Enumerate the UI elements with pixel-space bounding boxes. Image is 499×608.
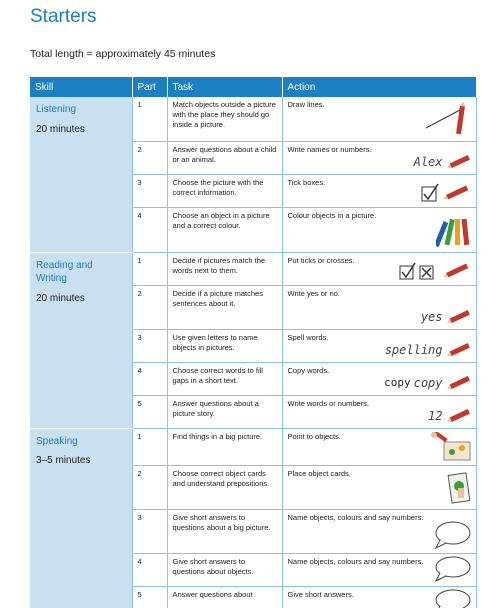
tick-cross-boxes-icon	[398, 262, 472, 282]
speech-bubble-icon	[432, 555, 472, 583]
task-text: Choose the picture with the correct information.	[167, 174, 282, 207]
task-text: Match objects outside a picture with the place they should go inside a picture.	[167, 97, 282, 141]
task-text: Give short answers to questions about objects.	[167, 553, 282, 586]
skill-name: Listening	[36, 104, 77, 115]
sample-writing: spelling	[384, 343, 443, 358]
action-text: Place object cards.	[287, 468, 351, 478]
task-text: Choose an object in a picture and a correct colour.	[167, 207, 282, 252]
action-cell	[282, 395, 476, 428]
action-cell	[282, 141, 476, 174]
part-number: 2	[132, 465, 167, 509]
header-skill: Skill	[30, 77, 132, 97]
action-cell	[282, 428, 476, 465]
action-text: Point to objects.	[287, 431, 341, 441]
sample-writing: copy	[413, 376, 443, 391]
action-cell	[282, 252, 476, 285]
skill-name: Reading and Writing	[36, 259, 93, 284]
part-number: 3	[132, 329, 167, 362]
sample-writing: Alex	[413, 155, 443, 170]
page-subtitle: Total length = approximately 45 minutes	[30, 48, 216, 60]
pencil-writing-icon	[428, 408, 471, 424]
starters-table	[30, 77, 477, 608]
pencil-writing-icon	[421, 309, 472, 325]
skill-name: Speaking	[36, 435, 78, 447]
part-number: 4	[132, 553, 167, 586]
task-text: Find things in a big picture.	[167, 428, 282, 465]
sample-writing: yes	[420, 310, 443, 325]
speech-bubble-icon	[432, 520, 472, 550]
speech-bubble-icon	[432, 588, 472, 608]
action-cell	[282, 207, 476, 252]
skill-time: 20 minutes	[36, 123, 85, 135]
action-cell	[282, 174, 476, 207]
action-text: Copy words.	[287, 365, 330, 375]
pencil-writing-icon	[384, 375, 471, 391]
action-text: Give short answers.	[287, 589, 354, 599]
task-text: Decide if a picture matches sentences about it.	[167, 285, 282, 329]
tick-box-icon	[420, 182, 472, 204]
coloured-pencils-icon	[436, 213, 472, 249]
action-text: Draw lines.	[287, 100, 325, 109]
action-cell	[282, 362, 476, 395]
skill-cell-listening	[30, 97, 132, 252]
part-number: 3	[132, 509, 167, 553]
skill-time: 3–5 minutes	[36, 455, 91, 466]
part-number: 1	[132, 97, 167, 141]
action-cell	[282, 509, 476, 553]
header-task: Task	[167, 77, 282, 97]
action-text: Colour objects in a picture.	[287, 210, 377, 220]
skill-time: 20 minutes	[36, 292, 85, 304]
pencil-writing-icon	[414, 154, 472, 170]
task-text: Give short answers to questions about a big picture.	[167, 509, 282, 553]
task-text: Decide if pictures match the words next to them.	[167, 252, 282, 285]
part-number: 5	[132, 395, 167, 428]
sample-printed: copy	[384, 375, 411, 389]
action-text: Write yes or no.	[287, 288, 340, 298]
task-text: Answer questions about	[167, 586, 282, 608]
task-text: Answer questions about a picture story.	[167, 395, 282, 428]
action-text: Tick boxes.	[287, 177, 326, 187]
sample-writing: 12	[428, 409, 443, 424]
task-text: Use given letters to name objects in pictures.	[167, 329, 282, 362]
table-row	[30, 252, 476, 285]
task-text: Choose correct object cards and understand prepositions.	[167, 465, 282, 509]
action-cell	[282, 586, 476, 608]
action-text: Write names or numbers.	[287, 144, 372, 154]
pencil-writing-icon	[385, 342, 472, 358]
object-card-icon	[446, 470, 472, 506]
part-number: 1	[132, 252, 167, 285]
action-text: Put ticks or crosses.	[287, 255, 355, 265]
part-number: 3	[132, 174, 167, 207]
part-number: 4	[132, 207, 167, 252]
part-number: 1	[132, 428, 167, 465]
pencil-line-icon	[422, 100, 472, 138]
skill-cell-speaking	[30, 428, 132, 608]
action-text: Write words or numbers.	[287, 398, 370, 408]
header-action: Action	[282, 77, 476, 97]
part-number: 2	[132, 141, 167, 174]
action-cell	[282, 553, 476, 586]
part-number: 4	[132, 362, 167, 395]
page-title: Starters	[30, 6, 97, 27]
action-cell	[282, 97, 476, 141]
pointing-picture-icon	[430, 432, 472, 462]
part-number: 5	[132, 586, 167, 608]
table-row	[30, 97, 476, 141]
task-text: Choose correct words to fill gaps in a short text.	[167, 362, 282, 395]
table-row	[30, 428, 476, 465]
table-header-row	[30, 77, 476, 97]
action-text: Spell words.	[287, 332, 329, 342]
part-number: 2	[132, 285, 167, 329]
action-cell	[282, 329, 476, 362]
action-text: Name objects, colours and say numbers.	[287, 512, 424, 522]
action-cell	[282, 465, 476, 509]
skill-cell-reading-writing	[30, 252, 132, 428]
task-text: Answer questions about a child or an animal.	[167, 141, 282, 174]
action-text: Name objects, colours and say numbers.	[287, 556, 424, 566]
header-part: Part	[132, 77, 167, 97]
action-cell	[282, 285, 476, 329]
